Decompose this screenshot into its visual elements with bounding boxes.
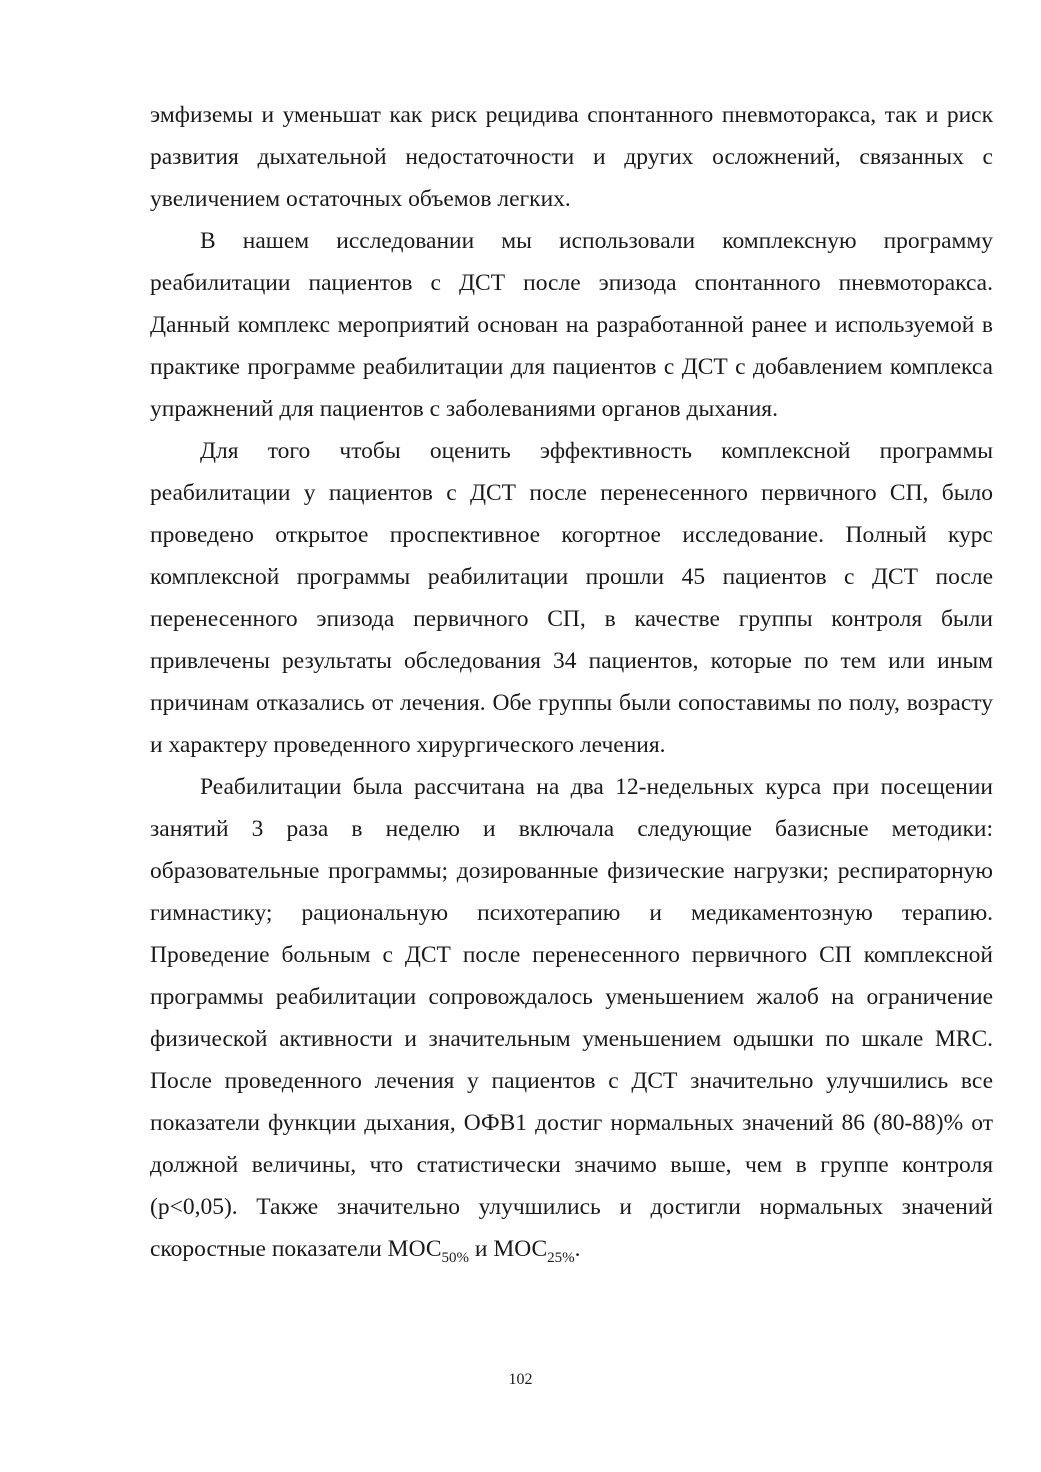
- paragraph: В нашем исследовании мы использовали комплексную программу реабилитации пациентов с ДСТ после эпизода спонтанного пневмоторакса. Данный комплекс мероприятий основан на разработанной ранее и используемой в практике программе реабилитации для пациентов с ДСТ с добавлением комплекса упражнений для пациентов с заболеваниями органов дыхания.: [150, 228, 993, 422]
- body-text: [150, 94, 993, 1270]
- paragraph-text: Реабилитации была рассчитана на два 12-недельных курса при посещении занятий 3 раза в неделю и включала следующие базисные методики: образовательные программы; дозированные физические нагрузки; респираторную гимнастику; рациональную психотерапию и медикаментозную терапию. Проведение больным с ДСТ после перенесенного первичного СП комплексной программы реабилитации сопровождалось уменьшением жалоб на ограничение физической активности и значительным уменьшением одышки по шкале MRC. После проведенного лечения у пациентов с ДСТ значительно улучшились все показатели функции дыхания, ОФВ1 достиг нормальных значений 86 (80-88)% от должной величины, что статистически значимо выше, чем в группе контроля (р<0,05). Также значительно улучшились и достигли нормальных значений скоростные показатели: [150, 774, 993, 1262]
- sentence-end: .: [574, 1236, 581, 1262]
- paragraph: эмфиземы и уменьшат как риск рецидива спонтанного пневмоторакса, так и риск развития дыхательной недостаточности и других осложнений, связанных с увеличением остаточных объемов легких.: [150, 102, 993, 212]
- page-number: 102: [508, 1371, 533, 1388]
- paragraph-last: [150, 766, 993, 1270]
- connector-text: и: [469, 1236, 494, 1262]
- paragraph: Для того чтобы оценить эффективность комплексной программы реабилитации у пациентов с ДСТ после перенесенного первичного СП, было проведено открытое проспективное когортное исследование. Полный курс комплексной программы реабилитации прошли 45 пациентов с ДСТ после перенесенного эпизода первичного СП, в качестве группы контроля были привлечены результаты обследования 34 пациентов, которые по тем или иным причинам отказались от лечения. Обе группы были сопоставимы по полу, возрасту и характеру проведенного хирургического лечения.: [150, 438, 993, 758]
- term-mos-50: МОС: [387, 1236, 442, 1262]
- subscript-50: 50%: [441, 1250, 469, 1266]
- subscript-25: 25%: [547, 1250, 575, 1266]
- term-mos-25: МОС: [493, 1236, 548, 1262]
